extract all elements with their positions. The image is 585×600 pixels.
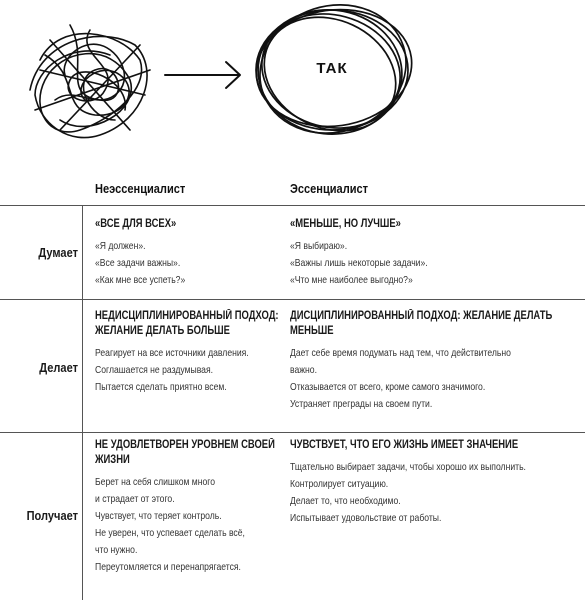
cell-line: и страдает от этого. [95,493,175,505]
tangled-scribble-icon [30,25,150,138]
cell-heading: НЕ УДОВЛЕТВОРЕН УРОВНЕМ СВОЕЙ ЖИЗНИ [95,439,275,466]
cell-line: что нужно. [95,544,138,556]
cell-heading: НЕДИСЦИПЛИНИРОВАННЫЙ ПОДХОД: ЖЕЛАНИЕ ДЕЛАТЬ БОЛЬШЕ [95,310,279,337]
arrow-right-icon [165,62,240,88]
cell-heading: «МЕНЬШЕ, НО ЛУЧШЕ» [290,218,401,230]
cell-line: Устраняет преграды на своем пути. [290,398,433,410]
cell-line: Берет на себя слишком много [95,476,216,488]
cell-line: «Что мне наиболее выгодно?» [290,274,413,286]
table-divider [0,205,585,206]
cell-line: «Я выбираю». [290,240,348,252]
cell-line: Соглашается не раздумывая. [95,364,214,376]
cell-thinks-nonessentialist [95,217,280,289]
cell-line: «Важны лишь некоторые задачи». [290,257,428,269]
row-label-gets: Получает [26,508,78,523]
cell-line: Контролирует ситуацию. [290,478,389,490]
column-heading-essentialist: Эссенциалист [290,181,369,196]
cell-line: Испытывает удовольствие от работы. [290,512,442,524]
table-column-divider [82,205,83,600]
column-heading-nonessentialist: Неэссенциалист [95,181,186,196]
scribble-to-circle-illustration [0,0,585,160]
cell-gets-nonessentialist [95,438,280,576]
table-divider [0,432,585,433]
cell-line: Отказывается от всего, кроме самого значимого. [290,381,486,393]
cell-heading: ДИСЦИПЛИНИРОВАННЫЙ ПОДХОД: ЖЕЛАНИЕ ДЕЛАТЬ МЕНЬШЕ [290,310,553,337]
cell-line: Не уверен, что успевает сделать всё, [95,527,245,539]
cell-heading: «ВСЕ ДЛЯ ВСЕХ» [95,218,177,230]
cell-line: важно. [290,364,317,376]
cell-does-nonessentialist [95,309,280,396]
cell-line: Реагирует на все источники давления. [95,347,249,359]
cell-line: Дает себе время подумать над тем, что действительно [290,347,511,359]
cell-line: Переутомляется и перенапрягается. [95,561,241,573]
cell-line: Пытается сделать приятно всем. [95,381,227,393]
row-label-does: Делает [39,360,78,375]
row-label-thinks: Думает [38,245,78,260]
cell-line: Делает то, что необходимо. [290,495,401,507]
cell-line: «Как мне все успеть?» [95,274,186,286]
result-label: ТАК [316,60,348,77]
cell-line: «Я должен». [95,240,146,252]
cell-does-essentialist [290,309,570,413]
cell-line: Чувствует, что теряет контроль. [95,510,222,522]
cell-line: «Все задачи важны». [95,257,181,269]
cell-line: Тщательно выбирает задачи, чтобы хорошо их выполнить. [290,461,526,473]
cell-heading: ЧУВСТВУЕТ, ЧТО ЕГО ЖИЗНЬ ИМЕЕТ ЗНАЧЕНИЕ [290,439,519,451]
table-divider [0,299,585,300]
cell-thinks-essentialist [290,217,570,289]
cell-gets-essentialist [290,438,570,527]
